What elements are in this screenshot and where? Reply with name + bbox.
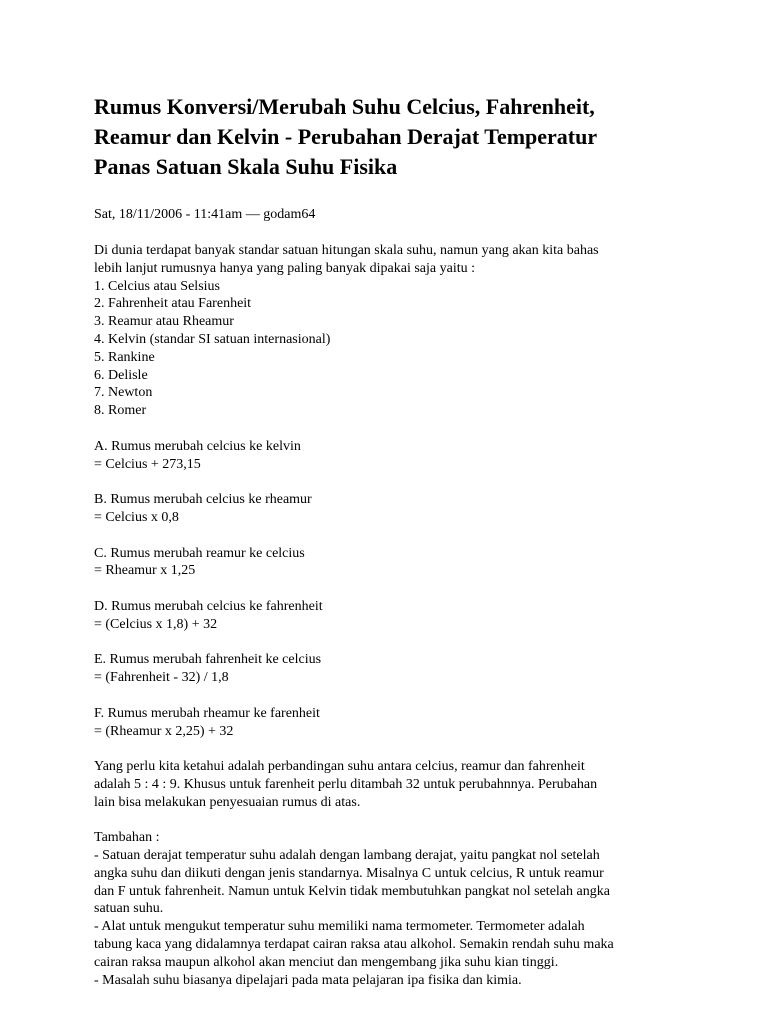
list-item: 4. Kelvin (standar SI satuan internasional) <box>94 331 331 347</box>
formula-value: = Celcius x 0,8 <box>94 509 179 525</box>
list-item: 1. Celcius atau Selsius <box>94 278 220 294</box>
text-line: Yang perlu kita ketahui adalah perbandingan suhu antara celcius, reamur dan fahrenheit <box>94 759 585 775</box>
formula-label: A. Rumus merubah celcius ke kelvin <box>94 438 301 454</box>
text-line: tabung kaca yang didalamnya terdapat cairan raksa atau alkohol. Semakin rendah suhu maka <box>94 937 614 953</box>
ratio-paragraph <box>94 758 674 811</box>
formula-value: = (Fahrenheit - 32) / 1,8 <box>94 670 229 686</box>
article-meta: Sat, 18/11/2006 - 11:41am — godam64 <box>94 207 316 222</box>
formula-label: C. Rumus merubah reamur ke celcius <box>94 545 305 561</box>
text-line: satuan suhu. <box>94 901 164 917</box>
formula-label: D. Rumus merubah celcius ke fahrenheit <box>94 598 323 614</box>
text-line: Di dunia terdapat banyak standar satuan hitungan skala suhu, namun yang akan kita bahas <box>94 243 599 258</box>
text-line: adalah 5 : 4 : 9. Khusus untuk farenheit perlu ditambah 32 untuk perubahnnya. Perubahan <box>94 776 598 792</box>
list-item: 6. Delisle <box>94 367 148 383</box>
additional-notes <box>94 829 674 989</box>
list-item: 5. Rankine <box>94 349 155 365</box>
intro-paragraph <box>94 242 674 278</box>
formula-value: = (Celcius x 1,8) + 32 <box>94 616 218 632</box>
formula-value: = Rheamur x 1,25 <box>94 563 196 579</box>
formula-label: B. Rumus merubah celcius ke rheamur <box>94 492 312 508</box>
text-line: cairan raksa maupun alkohol akan menciut dan mengembang jika suhu kian tinggi. <box>94 954 559 970</box>
formula-value: = Celcius + 273,15 <box>94 456 201 472</box>
formula-value: = (Rheamur x 2,25) + 32 <box>94 723 234 739</box>
text-line: lebih lanjut rumusnya hanya yang paling banyak dipakai saja yaitu : <box>94 260 476 276</box>
article-body <box>94 242 674 989</box>
scale-list <box>94 278 674 420</box>
text-line: - Satuan derajat temperatur suhu adalah dengan lambang derajat, yaitu pangkat nol setelah <box>94 848 600 864</box>
notes-heading: Tambahan : <box>94 830 160 846</box>
text-line: lain bisa melakukan penyesuaian rumus di atas. <box>94 794 361 810</box>
article-title: Rumus Konversi/Merubah Suhu Celcius, Fahrenheit, Reamur dan Kelvin - Perubahan Derajat Temperatur Panas Satuan Skala Suhu Fisika <box>94 94 597 179</box>
list-item: 8. Romer <box>94 403 147 419</box>
formula-label: E. Rumus merubah fahrenheit ke celcius <box>94 652 322 668</box>
text-line: - Masalah suhu biasanya dipelajari pada mata pelajaran ipa fisika dan kimia. <box>94 972 522 988</box>
list-item: 2. Fahrenheit atau Farenheit <box>94 296 252 312</box>
text-line: angka suhu dan diikuti dengan jenis standarnya. Misalnya C untuk celcius, R untuk reamur <box>94 865 604 881</box>
text-line: dan F untuk fahrenheit. Namun untuk Kelvin tidak membutuhkan pangkat nol setelah angka <box>94 883 610 899</box>
text-line: - Alat untuk mengukut temperatur suhu memiliki nama termometer. Termometer adalah <box>94 919 585 935</box>
formula-section <box>94 438 674 741</box>
formula-label: F. Rumus merubah rheamur ke farenheit <box>94 705 320 721</box>
list-item: 7. Newton <box>94 385 153 401</box>
list-item: 3. Reamur atau Rheamur <box>94 314 234 330</box>
